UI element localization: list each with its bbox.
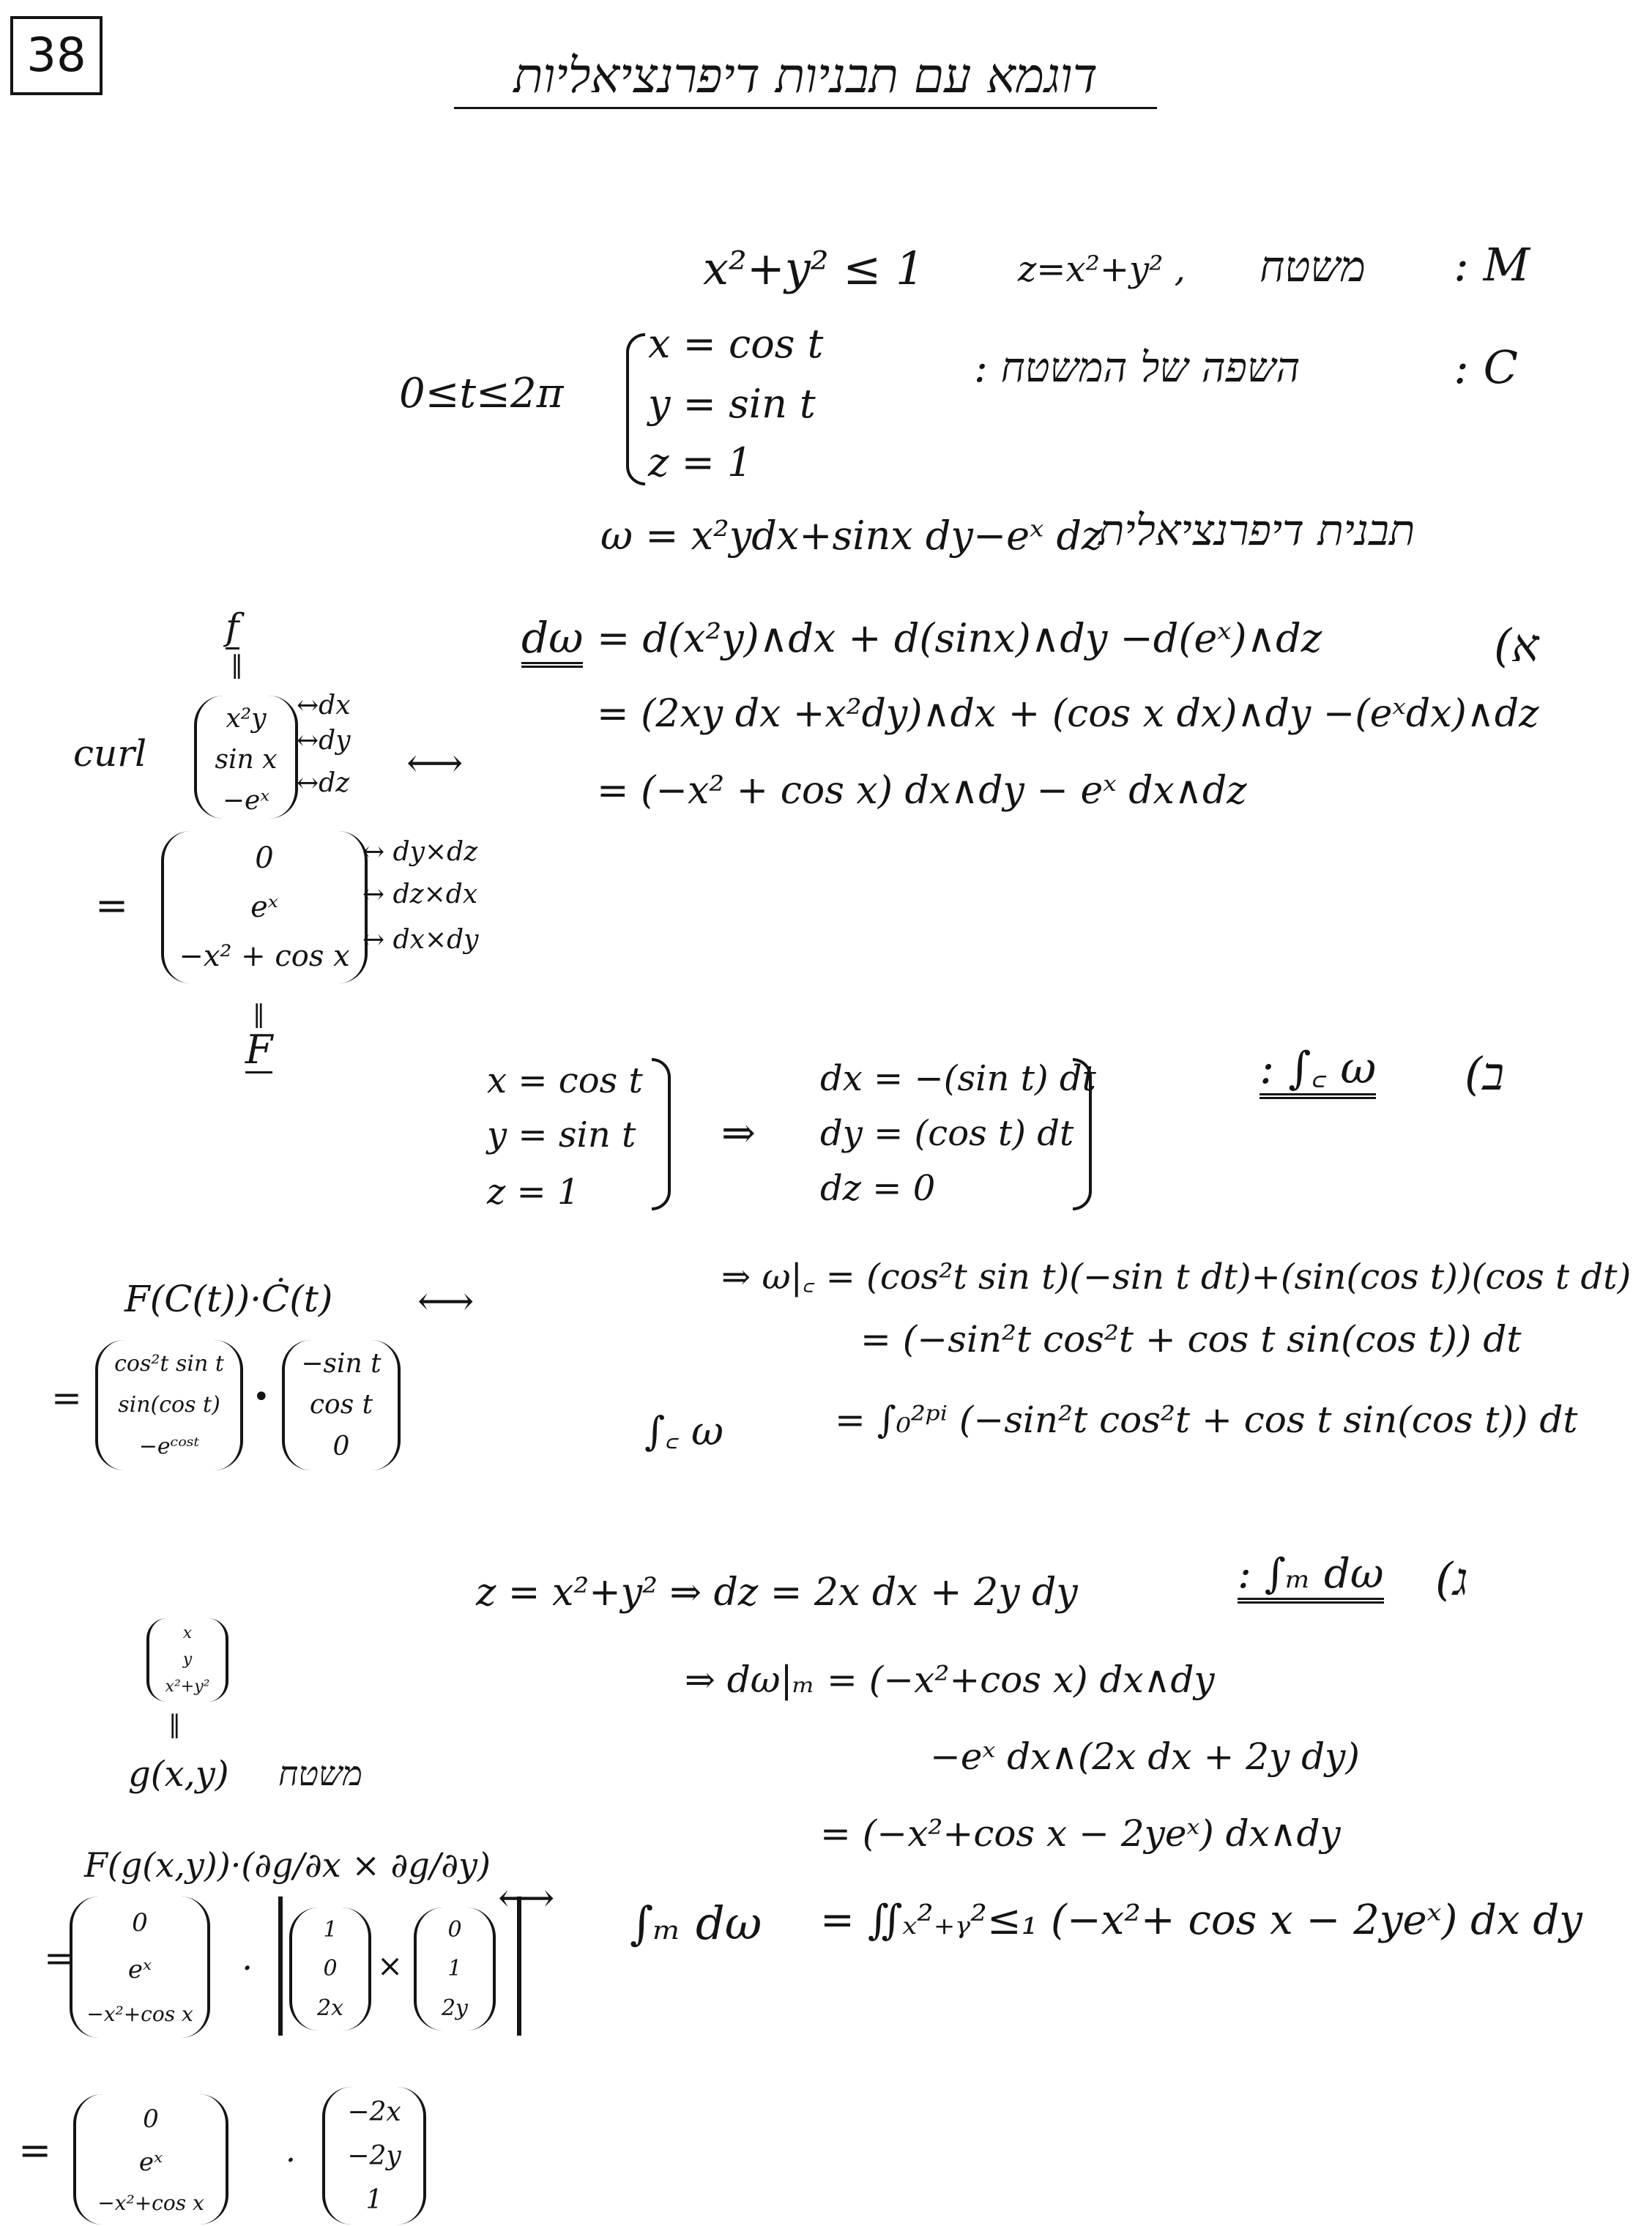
part-c-integral: : ∫ₘ dω (1238, 1551, 1384, 1604)
curl-iff-arrow: ⟷ (406, 740, 464, 786)
part-a-label: (א (1494, 619, 1539, 672)
F-label: F (245, 1027, 273, 1073)
part-b-line3-lhs: ∫꜀ ω (644, 1408, 724, 1454)
b-vec2-1: −sin t (301, 1348, 382, 1379)
c-side-dot: · (242, 1948, 253, 1989)
omega-def: ω = x²ydx+sinx dy−eˣ dz (600, 513, 1103, 559)
part-c-line4: = (−x²+cos x − 2yeˣ) dx∧dy (820, 1812, 1341, 1855)
c-vecC-1: 0 (447, 1917, 462, 1943)
b-vec1-3: −eᶜᵒˢᵗ (138, 1434, 200, 1460)
c-vecC-3: 2y (441, 1995, 469, 2021)
b-param-brace (652, 1058, 671, 1210)
c-vecE-3: 1 (365, 2184, 383, 2215)
c-side-eq2: = (18, 2127, 52, 2173)
m-text: משטח (1260, 242, 1366, 291)
c-vecA-1: 0 (132, 1908, 148, 1937)
page-title: דוגמא עם תבניות דיפרנציאליות (454, 45, 1157, 109)
b-vec1-2: sin(cos t) (118, 1392, 220, 1418)
res-arrow-dxdy: ↔ dx×dy (362, 925, 479, 955)
part-c-line1: z = x²+y² ⇒ dz = 2x dx + 2y dy (476, 1571, 1078, 1615)
part-a-line3: = (−x² + cos x) dx∧dy − eˣ dx∧dz (597, 769, 1247, 813)
curl-vec-2: sin x (215, 745, 278, 775)
part-c-line3: −eˣ dx∧(2x dx + 2y dy) (930, 1735, 1360, 1778)
b-vec2-2: cos t (309, 1390, 373, 1421)
curl-res-3: −x² + cos x (179, 939, 350, 973)
g-label: g(x,y) (128, 1754, 229, 1795)
c-side-eq1: = (44, 1937, 75, 1979)
part-b-integral: : ∫꜀ ω (1260, 1043, 1376, 1099)
part-b-line1: ⇒ ω|꜀ = (cos²t sin t)(−sin t dt)+(sin(cos t))(cos t dt) (721, 1257, 1631, 1298)
c-vecD-1: 0 (143, 2104, 159, 2134)
curl-vector (194, 696, 298, 819)
c-param-y: y = sin t (648, 381, 816, 427)
g-eq-sign: ‖ (168, 1710, 181, 1739)
res-arrow-dydz: ↔ dy×dz (362, 837, 478, 867)
curl-result-vector (161, 831, 368, 983)
c-vecA-3: −x²+cos x (86, 2002, 193, 2026)
curl-vec-1: x²y (226, 704, 267, 734)
c-range: 0≤t≤2π (399, 370, 564, 417)
g-vec-1: x (182, 1623, 193, 1642)
res-arrow-dzdx: ↔ dz×dx (362, 879, 478, 909)
part-a-line2: = (2xy dx +x²dy)∧dx + (cos x dx)∧dy −(eˣdx)∧dz (597, 692, 1539, 736)
g-text: משטח (278, 1754, 362, 1793)
b-diff-dz: dz = 0 (820, 1168, 936, 1209)
part-c-label: (ג (1435, 1552, 1468, 1606)
b-diff-brace (1073, 1058, 1092, 1210)
c-vecD-2: eˣ (138, 2147, 163, 2177)
b-diff-dy: dy = (cos t) dt (820, 1113, 1074, 1154)
b-param-y: y = sin t (487, 1114, 636, 1155)
c-param-x: x = cos t (648, 321, 824, 367)
curl-arrow-dx: ↔dx (297, 690, 351, 721)
b-implies: ⇒ (721, 1109, 756, 1157)
f-label: f (226, 606, 239, 648)
c-param-brace (626, 333, 645, 485)
c-side-cross: × (377, 1948, 403, 1984)
page-number-box (10, 16, 103, 95)
g-vector (146, 1618, 228, 1702)
curl-arrow-dy: ↔dy (297, 726, 351, 756)
c-side-iff: ⟷ (498, 1875, 555, 1921)
c-vecE-2: −2y (347, 2140, 401, 2171)
c-vecB-3: 2x (316, 1995, 343, 2021)
f-eq-sign: ‖ (231, 650, 243, 680)
b-vec2-3: 0 (332, 1432, 350, 1462)
part-b-line2: = (−sin²t cos²t + cos t sin(cos t)) dt (860, 1318, 1522, 1360)
b-diff-dx: dx = −(sin t) dt (820, 1058, 1096, 1099)
c-side-dot2: · (286, 2142, 296, 2179)
c-side-vecE (322, 2087, 426, 2225)
part-a-line1: = d(x²y)∧dx + d(sinx)∧dy −d(eˣ)∧dz (597, 615, 1322, 661)
m-surface: z=x²+y² , (1018, 249, 1186, 290)
c-side-vecB (289, 1907, 371, 2030)
part-c-line2: ⇒ dω|ₘ = (−x²+cos x) dx∧dy (685, 1659, 1215, 1701)
m-domain: x²+y² ≤ 1 (703, 242, 925, 295)
b-side-iff: ⟷ (417, 1278, 475, 1324)
c-vecA-2: eˣ (127, 1955, 152, 1984)
c-side-vecA (70, 1896, 210, 2038)
g-vec-2: y (182, 1650, 193, 1670)
part-c-line5-rhs: = ∬ₓ²₊ᵧ²≤₁ (−x²+ cos x − 2yeˣ) dx dy (820, 1896, 1582, 1944)
c-vecC-2: 1 (447, 1956, 462, 1982)
curl-res-2: eˣ (250, 890, 278, 924)
curl-word: curl (73, 732, 147, 775)
c-label: : C (1454, 340, 1519, 394)
part-b-label: (ב (1465, 1047, 1505, 1101)
F-eq-sign: ‖ (253, 1000, 265, 1029)
curl-eq: = (95, 882, 129, 928)
c-vecB-2: 0 (323, 1956, 338, 1982)
c-vecB-1: 1 (323, 1917, 338, 1943)
b-vec1-1: cos²t sin t (114, 1350, 224, 1377)
curl-arrow-dz: ↔dz (297, 768, 350, 798)
b-side-dot: • (253, 1380, 270, 1414)
c-side-vecD (73, 2094, 228, 2225)
b-side-vec1 (95, 1340, 243, 1470)
c-vecD-3: −x²+cos x (97, 2190, 204, 2215)
c-text: השפה של המשטח : (974, 344, 1301, 392)
curl-vec-3: −eˣ (222, 786, 270, 816)
c-side-vecC (414, 1907, 496, 2030)
b-param-z: z = 1 (487, 1172, 580, 1213)
part-c-line5-lhs: ∫ₘ dω (630, 1896, 762, 1950)
part-b-line3-rhs: = ∫₀²ᵖⁱ (−sin²t cos²t + cos t sin(cos t)) dt (835, 1399, 1578, 1441)
page-number: 38 (26, 29, 86, 83)
b-side-eq: = (51, 1377, 82, 1419)
curl-res-1: 0 (255, 841, 274, 876)
c-vecE-1: −2x (347, 2096, 401, 2127)
c-param-z: z = 1 (648, 439, 753, 485)
b-side-expr: F(C(t))·Ċ(t) (124, 1278, 333, 1320)
m-label: : M (1454, 238, 1530, 291)
b-side-vec2 (282, 1340, 401, 1470)
b-param-x: x = cos t (487, 1060, 643, 1101)
omega-label: תבנית דיפרנציאלית (1098, 505, 1415, 555)
c-side-expr: F(g(x,y))·(∂g/∂x × ∂g/∂y) (84, 1845, 491, 1885)
part-a-lhs: dω (521, 614, 583, 668)
g-vec-3: x²+y² (165, 1678, 210, 1697)
